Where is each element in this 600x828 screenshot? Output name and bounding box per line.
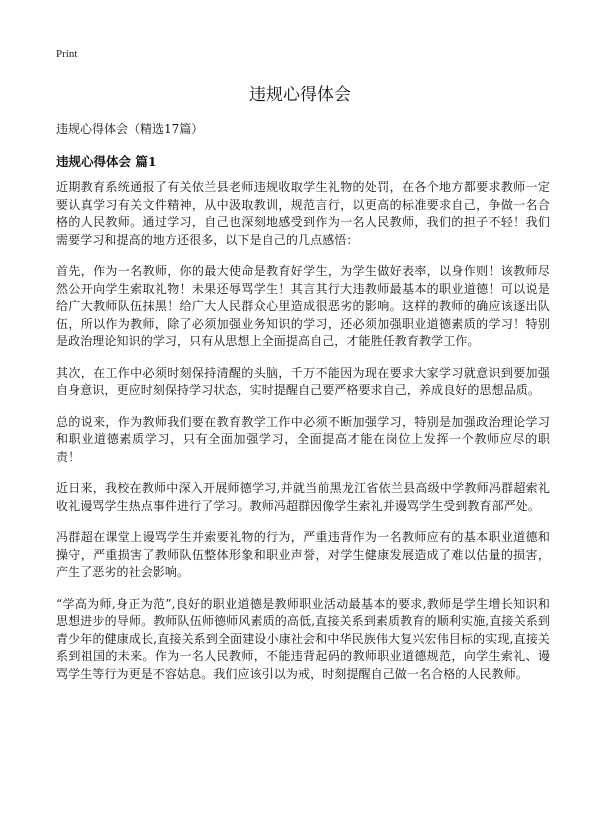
print-label[interactable]: Print [56,48,78,60]
paragraph: “学高为师,身正为范”,良好的职业道德是教师职业活动最基本的要求,教师是学生增长知识和思想进步的导师。教师队伍师德师风素质的高低,直接关系到素质教育的顺利实施,直接关系到青少年的健康成长,直接关系到全面建设小康社会和中华民族伟大复兴宏伟目标的实现,直接关系到祖国的未来。作为一名人民教师，不能违背起码的教师职业道德规范，向学生索礼、谩骂学生等行为更是不容姑息。我们应该引以为戒，时刻提醒自己做一名合格的人民教师。 [56,596,550,681]
paragraph: 总的说来，作为教师我们要在教育教学工作中必须不断加强学习，特别是加强政治理论学习和职业道德素质学习，只有全面加强学习，全面提高才能在岗位上发挥一个教师应尽的职责！ [56,414,550,464]
document-subtitle: 违规心得体会（精选17篇） [56,122,204,136]
document-body [56,179,550,697]
section-heading: 违规心得体会 篇1 [56,154,157,169]
paragraph: 冯群超在课堂上谩骂学生并索要礼物的行为，严重违背作为一名教师应有的基本职业道德和操守，严重损害了教师队伍整体形象和职业声誉，对学生健康发展造成了难以估量的损害，产生了恶劣的社会影响。 [56,530,550,579]
paragraph: 首先，作为一名教师，你的最大使命是教育好学生，为学生做好表率，以身作则！该教师尽然公开向学生索取礼物！未果还辱骂学生！其言其行大违教师最基本的职业道德！可以说是给广大教师队伍抹黑！给广大人民群众心里造成很恶劣的影响。这样的教师的确应该逐出队伍，所以作为教师，除了必须加强业务知识的学习，还必须加强职业道德素质的学习！特别是政治理论知识的学习，只有从思想上全面提高自己，才能胜任教育教学工作。 [56,264,550,348]
paragraph: 其次，在工作中必须时刻保持清醒的头脑，千万不能因为现在要求大家学习就意识到要加强自身意识，更应时刻保持学习状态，实时提醒自己要严格要求自己，养成良好的思想品质。 [56,365,550,397]
page-title: 违规心得体会 [249,85,351,105]
paragraph: 近日来，我校在教师中深入开展师德学习,并就当前黑龙江省依兰县高级中学教师冯群超索礼收礼谩骂学生热点事件进行了学习。教师冯超群因像学生索礼并谩骂学生受到教育部严处。 [56,481,550,513]
paragraph: 近期教育系统通报了有关依兰县老师违规收取学生礼物的处罚，在各个地方都要求教师一定要认真学习有关文件精神，从中汲取教训，规范言行，以更高的标准要求自己，争做一名合格的人民教师。通过学习，自己也深刻地感受到作为一名人民教师，我们的担子不轻！我们需要学习和提高的地方还很多，以下是自己的几点感悟： [56,180,550,247]
